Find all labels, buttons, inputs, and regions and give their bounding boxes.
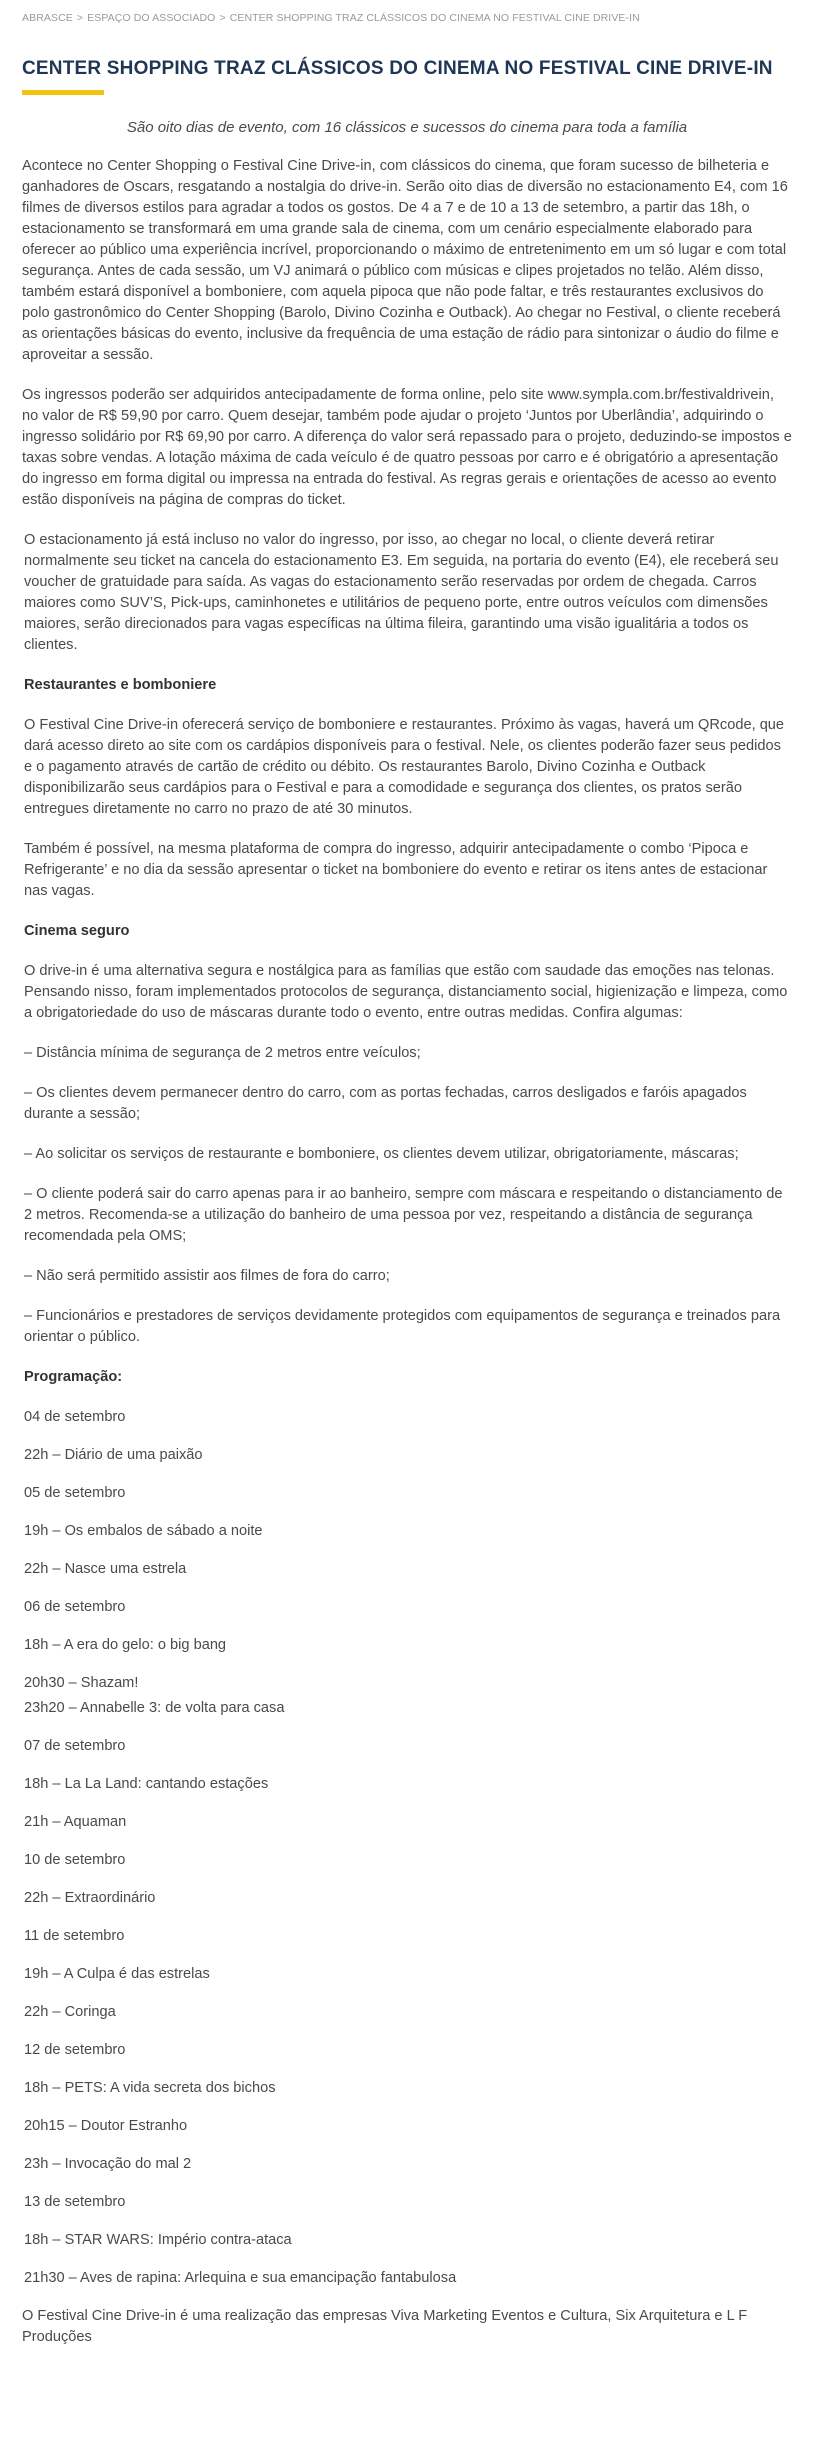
schedule-session: 20h15 – Doutor Estranho	[24, 2118, 188, 2134]
schedule-session: 22h – Coringa	[24, 2004, 116, 2020]
schedule-session: 18h – La La Land: cantando estações	[24, 1776, 269, 1792]
schedule-session: 22h – Diário de uma paixão	[24, 1447, 203, 1463]
intro-paragraph: Acontece no Center Shopping o Festival Cine Drive-in, com clássicos do cinema, que foram sucesso de bilheteria e ganhadores de Oscars, resgatando a nostalgia do drive-in. Serão oito dias de diversão no estacionamento E4, com 16 filmes de diversos estilos para agradar a todos os gostos. De 4 a 7 e de 10 a 13 de setembro, a partir das 18h, o estacionamento se transformará em uma grande sala de cinema, com um cenário especialmente elaborado para oferecer ao público uma experiência incrível, proporcionando o máximo de entretenimento em um só lugar e com total segurança. Antes de cada sessão, um VJ animará o público com músicas e clipes projetados no telão. Além disso, também estará disponível a bomboniere, com aquela pipoca que não pode faltar, e três restaurantes exclusivos do polo gastronômico do Center Shopping (Barolo, Divino Cozinha e Outback). Ao chegar no Festival, o cliente receberá as orientações básicas do evento, inclusive da frequência de uma estação de rádio para sintonizar o áudio do filme e aproveitar a sessão.	[22, 158, 788, 363]
schedule-session: 20h30 – Shazam!	[24, 1675, 139, 1691]
breadcrumb	[22, 0, 792, 24]
breadcrumb-separator: >	[219, 12, 226, 24]
section-heading-schedule: Programação:	[24, 1369, 123, 1385]
schedule-date: 04 de setembro	[24, 1409, 126, 1425]
safety-rule: – Funcionários e prestadores de serviços devidamente protegidos com equipamentos de segurança e treinados para orientar o público.	[24, 1308, 781, 1345]
schedule-session: 19h – A Culpa é das estrelas	[24, 1966, 210, 1982]
intro-paragraph: Os ingressos poderão ser adquiridos antecipadamente de forma online, pelo site www.sympla.com.br/festivaldrivein, no valor de R$ 59,90 por carro. Quem desejar, também pode ajudar o projeto ‘Juntos por Uberlândia’, adquirindo o ingresso solidário por R$ 69,90 por carro. A diferença do valor será repassado para o projeto, deduzindo-se impostos e taxas sobre vendas. A lotação máxima de cada veículo é de quatro pessoas por carro e é obrigatório a apresentação do ingresso em forma digital ou impressa na entrada do festival. As regras gerais e orientações de acesso ao evento estão disponíveis na página de compras do ticket.	[22, 387, 792, 508]
schedule-session: 23h – Invocação do mal 2	[24, 2156, 192, 2172]
safety-rule: – Não será permitido assistir aos filmes de fora do carro;	[24, 1268, 390, 1284]
schedule-session: 21h30 – Aves de rapina: Arlequina e sua emancipação fantabulosa	[24, 2270, 457, 2286]
schedule-session: 22h – Extraordinário	[24, 1890, 156, 1906]
intro-paragraph: O estacionamento já está incluso no valor do ingresso, por isso, ao chegar no local, o cliente deverá retirar normalmente seu ticket na cancela do estacionamento E3. Em seguida, na portaria do evento (E4), ele receberá seu voucher de gratuidade para saída. As vagas do estacionamento serão reservadas por ordem de chegada. Carros maiores como SUV’S, Pick-ups, caminhonetes e utilitários de pequeno porte, entre outros veículos com dimensões maiores, serão direcionados para vagas específicas na última fileira, garantindo uma visão igualitária a todos os clientes.	[24, 532, 779, 653]
breadcrumb-link-associado[interactable]: ESPAÇO DO ASSOCIADO	[87, 12, 216, 24]
schedule-session: 22h – Nasce uma estrela	[24, 1561, 187, 1577]
restaurants-paragraph: O Festival Cine Drive-in oferecerá serviço de bomboniere e restaurantes. Próximo às vagas, haverá um QRcode, que dará acesso direto ao site com os cardápios disponíveis para o festival. Nele, os clientes poderão fazer seus pedidos e o pagamento através de cartão de crédito ou débito. Os restaurantes Barolo, Divino Cozinha e Outback disponibilizarão seus cardápios para o Festival e para a comodidade e segurança dos clientes, os pratos serão entregues diretamente no carro no prazo de até 30 minutos.	[24, 717, 785, 817]
breadcrumb-current: CENTER SHOPPING TRAZ CLÁSSICOS DO CINEMA NO FESTIVAL CINE DRIVE-IN	[229, 12, 640, 24]
schedule-date: 12 de setembro	[24, 2042, 126, 2058]
closing-paragraph: O Festival Cine Drive-in é uma realização das empresas Viva Marketing Eventos e Cultura, Six Arquitetura e L F Produções	[22, 2308, 748, 2345]
schedule-session: 18h – STAR WARS: Império contra-ataca	[24, 2232, 292, 2248]
article-body	[22, 156, 792, 2348]
schedule-session: 18h – A era do gelo: o big bang	[24, 1637, 227, 1653]
schedule-date: 10 de setembro	[24, 1852, 126, 1868]
page-title: CENTER SHOPPING TRAZ CLÁSSICOS DO CINEMA NO FESTIVAL CINE DRIVE-IN	[22, 58, 773, 79]
title-accent-bar	[22, 90, 104, 95]
section-heading-safety: Cinema seguro	[24, 923, 130, 939]
schedule-date: 13 de setembro	[24, 2194, 126, 2210]
safety-rule: – Ao solicitar os serviços de restaurante e bomboniere, os clientes devem utilizar, obrigatoriamente, máscaras;	[24, 1146, 739, 1162]
breadcrumb-separator: >	[76, 12, 84, 24]
restaurants-paragraph: Também é possível, na mesma plataforma de compra do ingresso, adquirir antecipadamente o combo ‘Pipoca e Refrigerante’ e no dia da sessão apresentar o ticket na bomboniere do evento e retirar os itens antes de estacionar nas vagas.	[24, 841, 768, 899]
schedule-session: 18h – PETS: A vida secreta dos bichos	[24, 2080, 276, 2096]
schedule-session: 21h – Aquaman	[24, 1814, 127, 1830]
schedule-session: 19h – Os embalos de sábado a noite	[24, 1523, 263, 1539]
breadcrumb-link-home[interactable]: ABRASCE	[22, 12, 73, 24]
schedule-date: 11 de setembro	[24, 1928, 125, 1944]
section-heading-restaurants: Restaurantes e bomboniere	[24, 677, 217, 693]
schedule-date: 05 de setembro	[24, 1485, 126, 1501]
safety-rule: – Distância mínima de segurança de 2 metros entre veículos;	[24, 1045, 421, 1061]
schedule-date: 07 de setembro	[24, 1738, 126, 1754]
safety-intro: O drive-in é uma alternativa segura e nostálgica para as famílias que estão com saudade das emoções nas telonas. Pensando nisso, foram implementados protocolos de segurança, distanciamento social, higienização e limpeza, como a obrigatoriedade do uso de máscaras durante todo o evento, entre outras medidas. Confira algumas:	[24, 963, 788, 1021]
article-subtitle: São oito dias de evento, com 16 clássicos e sucessos do cinema para toda a família	[126, 119, 688, 136]
schedule-session: 23h20 – Annabelle 3: de volta para casa	[24, 1700, 285, 1716]
safety-rule: – Os clientes devem permanecer dentro do carro, com as portas fechadas, carros desligados e faróis apagados durante a sessão;	[24, 1085, 747, 1122]
safety-rule: – O cliente poderá sair do carro apenas para ir ao banheiro, sempre com máscara e respeitando o distanciamento de 2 metros. Recomenda-se a utilização do banheiro de uma pessoa por vez, respeitando a distância de segurança recomendada pela OMS;	[24, 1186, 783, 1244]
schedule-date: 06 de setembro	[24, 1599, 126, 1615]
